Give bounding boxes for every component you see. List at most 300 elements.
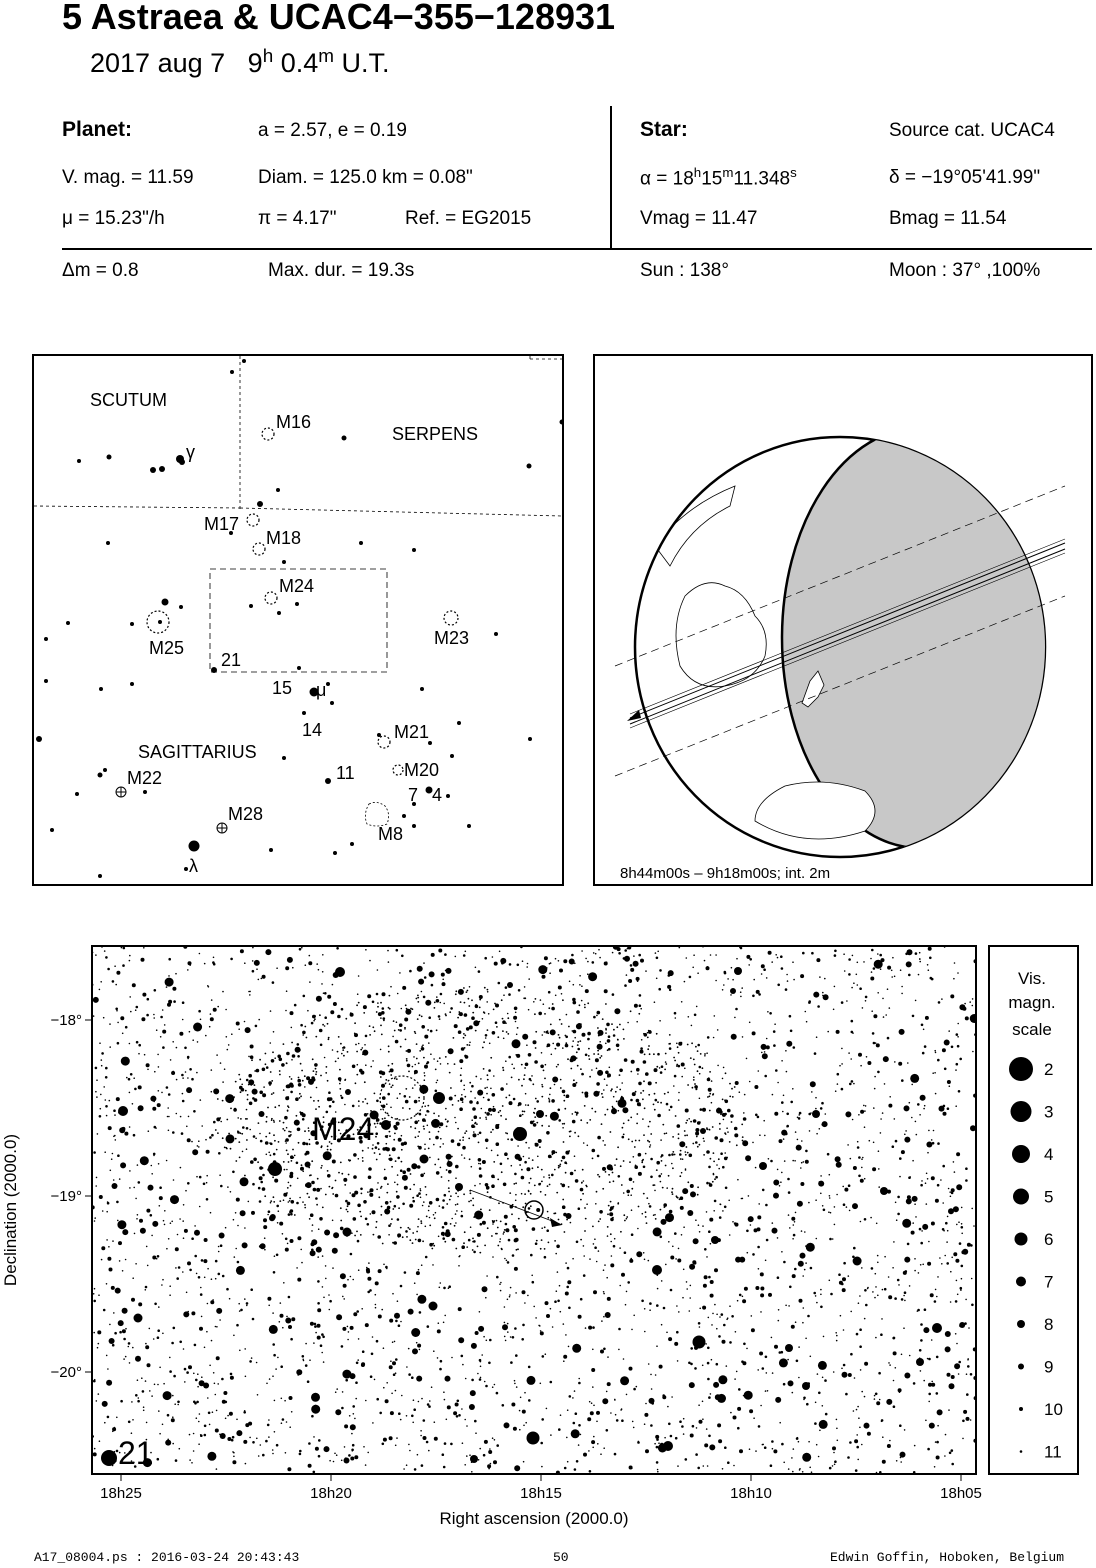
field-star (314, 1063, 318, 1067)
field-star (731, 1315, 734, 1318)
field-star (882, 998, 884, 1000)
field-star (738, 1388, 741, 1391)
field-star (671, 1153, 674, 1156)
field-star (555, 1048, 557, 1050)
field-star (478, 1142, 480, 1144)
field-star (606, 1084, 608, 1086)
field-star (958, 1361, 961, 1364)
field-star (185, 1190, 187, 1192)
field-star (218, 1246, 220, 1248)
finder-star (159, 466, 165, 472)
field-star (498, 982, 501, 985)
scale-dot-6 (1015, 1233, 1028, 1246)
field-star (595, 1094, 597, 1096)
field-star (161, 1092, 163, 1094)
field-star (397, 1218, 400, 1221)
label-7: 7 (408, 785, 419, 805)
field-star (474, 1185, 476, 1187)
field-star (191, 1237, 194, 1240)
field-star (225, 1401, 228, 1404)
star-vmag: Vmag = 11.47 (640, 208, 758, 229)
field-star (674, 1154, 676, 1156)
field-star (458, 1100, 460, 1102)
field-star (709, 1183, 713, 1187)
field-star (658, 988, 661, 991)
field-star (971, 1208, 973, 1210)
field-star (173, 1179, 175, 1181)
field-star (287, 1467, 291, 1471)
field-star (399, 972, 401, 974)
field-star (302, 1118, 305, 1121)
field-star (674, 1075, 677, 1078)
field-star (439, 1057, 441, 1059)
field-star (509, 1101, 513, 1105)
field-star (272, 1449, 274, 1451)
field-star (654, 1214, 656, 1216)
field-star (707, 1378, 710, 1381)
field-star (565, 1262, 567, 1264)
field-star (236, 1419, 238, 1421)
field-star (593, 1436, 595, 1438)
field-star (552, 1326, 554, 1328)
field-star (482, 1286, 488, 1292)
field-star (689, 1310, 691, 1312)
field-star (515, 1239, 517, 1241)
field-star (479, 1311, 481, 1313)
field-star (559, 1285, 561, 1287)
field-star (755, 1167, 757, 1169)
field-star (193, 1450, 195, 1452)
field-star (677, 1046, 679, 1048)
field-star (889, 1364, 891, 1366)
field-star (800, 1167, 802, 1169)
planet-diam: Diam. = 125.0 km = 0.08" (258, 167, 473, 188)
field-star (362, 1053, 364, 1055)
field-star (299, 1453, 302, 1456)
field-star (441, 1232, 445, 1236)
field-star (573, 984, 575, 986)
field-star (541, 1466, 543, 1468)
field-star (797, 1147, 800, 1150)
field-star (630, 1010, 632, 1012)
field-star (677, 1360, 679, 1362)
field-star (363, 1005, 367, 1009)
field-star (858, 1053, 862, 1057)
field-star (117, 1154, 120, 1157)
field-star (480, 1361, 482, 1363)
field-star (489, 1209, 491, 1211)
field-star (156, 1029, 158, 1031)
field-star (902, 1219, 911, 1228)
field-star (312, 1015, 316, 1019)
field-star (255, 1025, 258, 1028)
field-star (261, 978, 263, 980)
field-star (514, 1007, 518, 1011)
field-star (477, 1134, 479, 1136)
field-star (636, 1099, 640, 1103)
field-star (923, 1029, 925, 1031)
field-star (713, 1161, 715, 1163)
field-star (447, 1405, 451, 1409)
field-star (203, 1383, 209, 1389)
field-star (507, 1138, 509, 1140)
field-star (360, 1234, 362, 1236)
field-star (719, 1316, 721, 1318)
field-star (411, 1328, 420, 1337)
field-star (444, 953, 447, 956)
field-star (487, 1074, 489, 1076)
field-star (628, 1119, 630, 1121)
field-star (471, 1343, 477, 1349)
field-star (258, 979, 260, 981)
field-star (176, 1113, 178, 1115)
asteroid-direction-arrow (550, 1218, 562, 1227)
field-star (101, 1450, 117, 1466)
field-star (714, 1178, 716, 1180)
field-star (439, 1146, 441, 1148)
field-star (401, 1149, 403, 1151)
field-star (853, 1410, 855, 1412)
field-star (233, 1219, 235, 1221)
field-star (391, 1063, 393, 1065)
field-star (400, 1321, 402, 1323)
field-star (537, 1156, 539, 1158)
field-star (420, 1188, 422, 1190)
field-star (461, 1068, 463, 1070)
field-star (98, 1393, 100, 1395)
field-star (594, 1238, 596, 1240)
field-star (691, 1192, 693, 1194)
field-star (971, 1304, 974, 1307)
field-star (233, 1452, 235, 1454)
field-star (934, 1072, 936, 1074)
field-star (951, 1375, 955, 1379)
field-star (510, 1361, 513, 1364)
field-star (464, 1231, 466, 1233)
field-star (341, 1345, 344, 1348)
field-star (365, 949, 367, 951)
field-star (232, 1436, 235, 1439)
finder-stars (36, 359, 562, 878)
field-star (199, 953, 201, 955)
field-star (129, 1187, 131, 1189)
field-star (494, 1439, 496, 1441)
field-star (843, 1329, 845, 1331)
field-star (108, 1246, 110, 1248)
field-star (467, 990, 469, 992)
field-star (299, 1097, 301, 1099)
field-star (836, 1194, 838, 1196)
field-star (423, 1419, 426, 1422)
field-star (392, 1293, 394, 1295)
field-star (348, 1331, 350, 1333)
field-star (286, 990, 288, 992)
field-star (612, 993, 615, 996)
field-star (390, 1360, 392, 1362)
field-star (152, 1221, 158, 1227)
field-star (151, 1395, 153, 1397)
field-star (474, 1115, 478, 1119)
field-star (718, 1439, 722, 1443)
finder-star (282, 756, 286, 760)
field-star (657, 1471, 659, 1473)
field-star (290, 1185, 292, 1187)
field-star (248, 1201, 250, 1203)
field-star (572, 1344, 581, 1353)
finder-star (467, 824, 471, 828)
field-star (920, 1242, 923, 1245)
field-star (637, 1073, 639, 1075)
field-star (404, 1095, 407, 1098)
field-star (565, 1172, 567, 1174)
field-star (869, 1140, 871, 1142)
field-star (707, 1347, 710, 1350)
field-star (503, 1233, 505, 1235)
finder-star (420, 687, 424, 691)
field-star (759, 1352, 763, 1356)
field-star (317, 1302, 320, 1305)
field-star (446, 1126, 448, 1128)
field-star (563, 1213, 567, 1217)
field-star (487, 1464, 491, 1468)
field-star (216, 1410, 218, 1412)
field-star (564, 1467, 567, 1470)
field-star (388, 1224, 391, 1227)
field-star (353, 1175, 357, 1179)
field-star (138, 1397, 140, 1399)
field-star (400, 1227, 402, 1229)
field-star (504, 1215, 508, 1219)
field-star (352, 1405, 355, 1408)
field-star (892, 957, 894, 959)
field-star (832, 1465, 834, 1467)
field-star (477, 1101, 479, 1103)
field-star (222, 991, 224, 993)
field-star (395, 1160, 397, 1162)
field-star (816, 1036, 818, 1038)
field-star (665, 1053, 667, 1055)
field-star (311, 1181, 315, 1185)
field-star (673, 1057, 675, 1059)
field-star (942, 1228, 945, 1231)
finder-star (295, 602, 299, 606)
field-star (555, 1253, 557, 1255)
field-star (699, 1231, 701, 1233)
field-star (541, 1181, 543, 1183)
event-date: 2017 aug 7 (90, 48, 226, 78)
field-star (643, 1033, 645, 1035)
field-star (497, 1245, 499, 1247)
field-star (297, 1374, 299, 1376)
field-star (321, 1165, 323, 1167)
field-star (187, 1077, 189, 1079)
field-star (292, 1054, 296, 1058)
field-star (474, 1420, 477, 1423)
field-star (517, 1248, 519, 1250)
field-star (660, 1209, 662, 1211)
field-star (925, 1182, 927, 1184)
field-star (116, 1417, 118, 1419)
field-star (200, 1287, 202, 1289)
field-star (336, 947, 339, 950)
field-star (636, 1113, 638, 1115)
field-star (815, 1097, 817, 1099)
field-star (821, 1102, 824, 1105)
field-star (607, 1076, 609, 1078)
field-star (693, 1336, 706, 1349)
field-star (370, 1375, 373, 1378)
field-star (918, 1272, 920, 1274)
field-star (199, 1413, 201, 1415)
field-star (871, 949, 874, 952)
field-star (205, 1139, 207, 1141)
field-star (682, 1158, 684, 1160)
field-star (372, 1336, 374, 1338)
field-star (768, 1158, 770, 1160)
field-star (122, 1270, 124, 1272)
field-star (325, 1278, 327, 1280)
field-star (544, 1013, 546, 1015)
field-star (660, 1071, 663, 1074)
field-star (135, 1356, 141, 1362)
field-star (141, 958, 145, 962)
field-star (193, 1433, 195, 1435)
field-star (842, 1186, 844, 1188)
field-star (877, 953, 879, 955)
field-star (373, 1234, 375, 1236)
field-star (965, 1167, 968, 1170)
field-star (647, 1037, 649, 1039)
field-star (798, 1346, 800, 1348)
field-star (382, 1007, 385, 1010)
field-star (764, 1075, 767, 1078)
field-star (426, 1194, 428, 1196)
field-star (437, 1060, 439, 1062)
field-star (957, 1023, 959, 1025)
field-star (900, 1461, 902, 1463)
field-star (944, 1455, 946, 1457)
field-star (334, 1453, 336, 1455)
field-star (664, 1093, 666, 1095)
field-star (320, 1188, 322, 1190)
field-star (180, 1167, 182, 1169)
field-star (545, 1064, 547, 1066)
field-star (211, 1069, 213, 1071)
field-star (761, 1044, 767, 1050)
field-star (274, 1106, 276, 1108)
field-star (722, 1099, 724, 1101)
field-star (362, 1157, 364, 1159)
field-star (489, 1043, 491, 1045)
field-star (446, 1203, 448, 1205)
field-star (582, 1033, 586, 1037)
field-star (265, 1440, 268, 1443)
field-star (427, 1125, 429, 1127)
field-star (304, 1130, 306, 1132)
field-star (282, 1418, 285, 1421)
field-star (621, 1419, 624, 1422)
field-star (574, 1170, 576, 1172)
field-star (317, 1280, 320, 1283)
field-star (645, 1216, 647, 1218)
field-star (413, 1056, 415, 1058)
field-star (630, 1099, 633, 1102)
field-star (496, 1142, 500, 1146)
field-star (566, 1094, 570, 1098)
field-star (515, 1012, 517, 1014)
field-star (300, 1024, 303, 1027)
field-star (265, 1053, 267, 1055)
field-star (718, 1168, 720, 1170)
field-star (172, 1071, 174, 1073)
field-star (597, 1136, 601, 1140)
field-star (792, 1238, 794, 1240)
field-star (631, 1233, 634, 1236)
field-star (730, 988, 736, 994)
field-star (569, 1395, 572, 1398)
field-star (758, 1268, 760, 1270)
field-star (411, 1163, 417, 1169)
field-star (541, 1125, 543, 1127)
field-star (583, 1180, 585, 1182)
field-star (455, 1192, 457, 1194)
field-star (590, 1411, 594, 1415)
field-star (714, 1200, 717, 1203)
field-star (749, 1081, 751, 1083)
field-star (633, 1427, 635, 1429)
field-star (757, 1246, 760, 1249)
field-star (640, 1047, 643, 1050)
field-star (449, 1072, 451, 1074)
field-star (633, 961, 639, 967)
field-star (350, 1012, 352, 1014)
field-star (439, 1205, 441, 1207)
star-chart-svg (0, 940, 1096, 1540)
field-star (880, 1187, 888, 1195)
field-star (640, 1092, 642, 1094)
field-star (950, 994, 954, 998)
field-star (633, 1388, 636, 1391)
field-star (162, 1009, 164, 1011)
field-star (352, 1105, 355, 1108)
field-star (274, 1179, 278, 1183)
field-star (480, 1366, 482, 1368)
field-star (355, 1082, 357, 1084)
field-star (322, 1286, 324, 1288)
field-star (298, 1083, 302, 1087)
field-star (381, 1011, 385, 1015)
field-star (166, 1160, 168, 1162)
field-star (471, 999, 473, 1001)
field-star (678, 1248, 680, 1250)
field-star (747, 1156, 751, 1160)
field-star (588, 972, 597, 981)
field-star (419, 1113, 422, 1116)
field-star (231, 1033, 233, 1035)
field-star (351, 1232, 353, 1234)
field-star (429, 1138, 431, 1140)
field-star (163, 1220, 165, 1222)
field-star (960, 1287, 963, 1290)
field-star (486, 1001, 488, 1003)
field-star (244, 1175, 246, 1177)
field-star (179, 1448, 181, 1450)
finder-star (277, 611, 281, 615)
scale-label-3: 3 (1044, 1102, 1054, 1122)
field-star (251, 1357, 253, 1359)
field-star (653, 1104, 655, 1106)
field-star (416, 1376, 422, 1382)
